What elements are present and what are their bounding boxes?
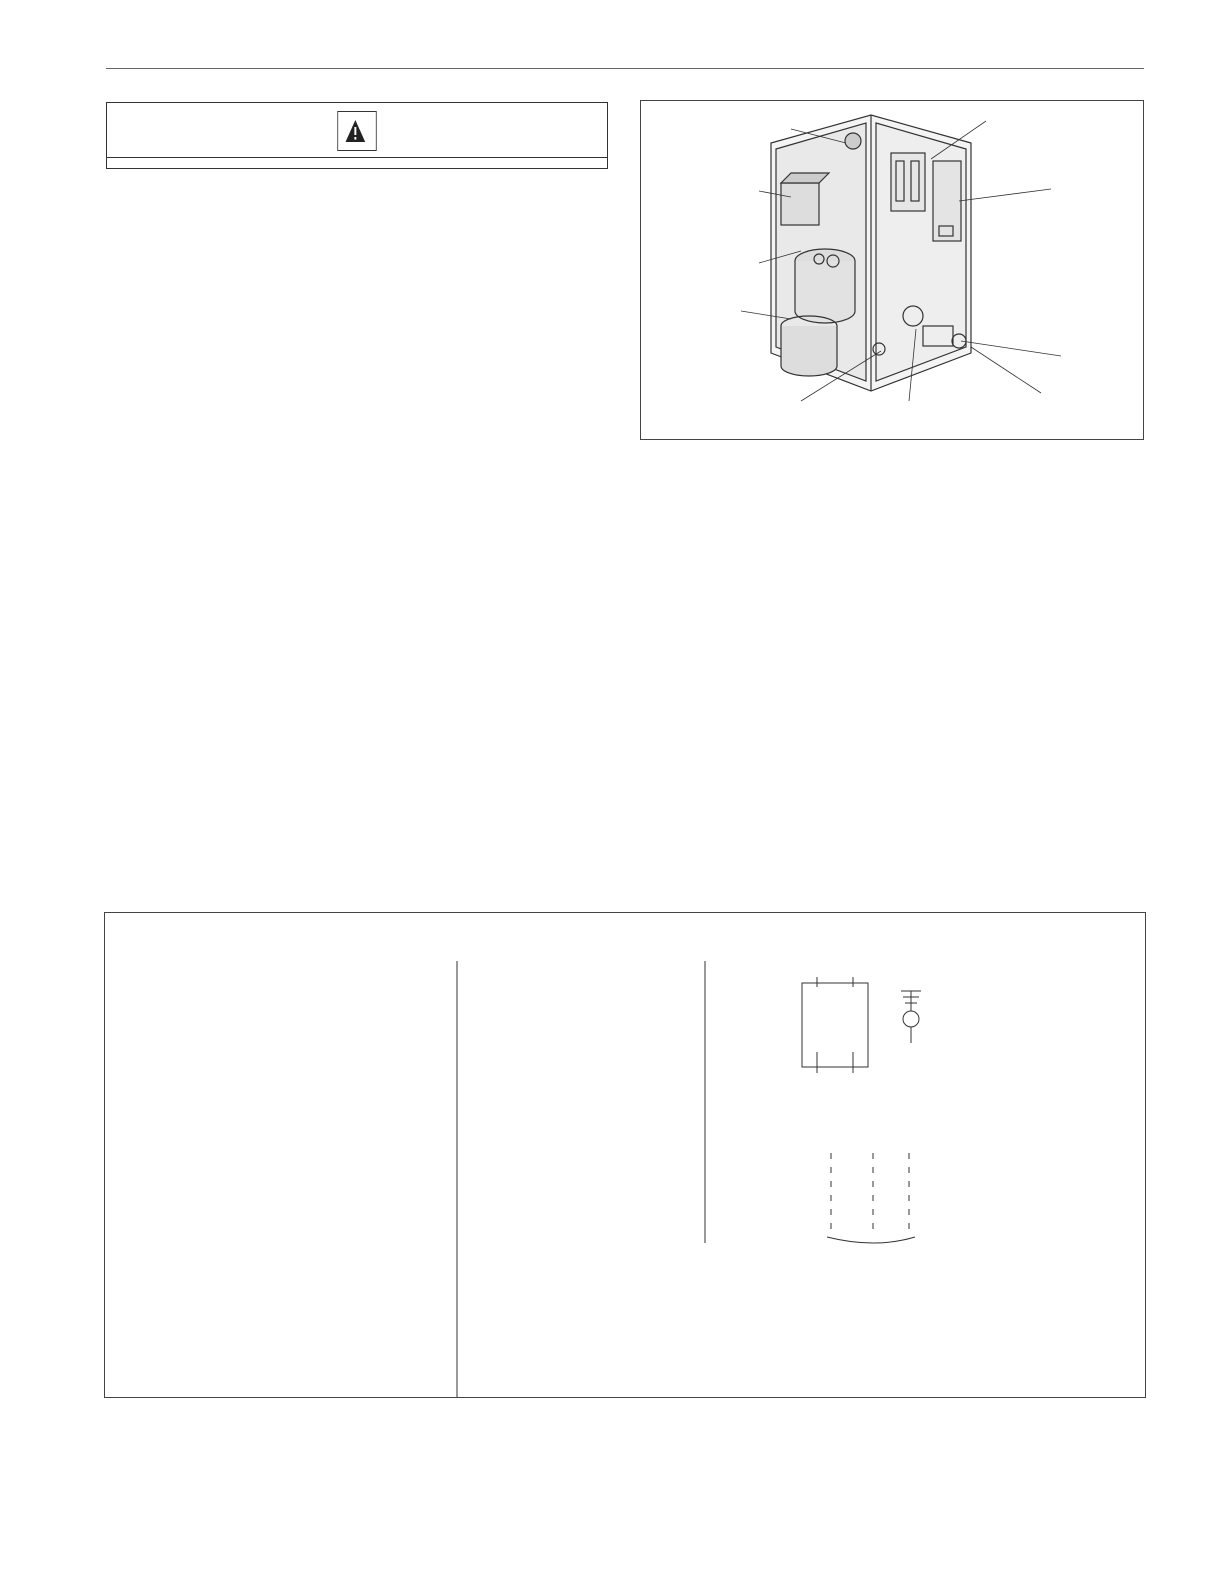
- figure-8-wiring-diagram: [104, 912, 1146, 1398]
- header-rule: [106, 68, 1144, 69]
- caution-badge: [337, 111, 376, 151]
- caution-box: [106, 102, 608, 169]
- right-column: [640, 100, 1144, 452]
- wiring-lines: [105, 913, 1145, 1397]
- control-box-illustration: [641, 101, 1144, 439]
- caution-text: [107, 158, 607, 168]
- left-column: [106, 94, 608, 181]
- figure-7-control-box: [640, 100, 1144, 440]
- warning-triangle-icon: [345, 119, 366, 143]
